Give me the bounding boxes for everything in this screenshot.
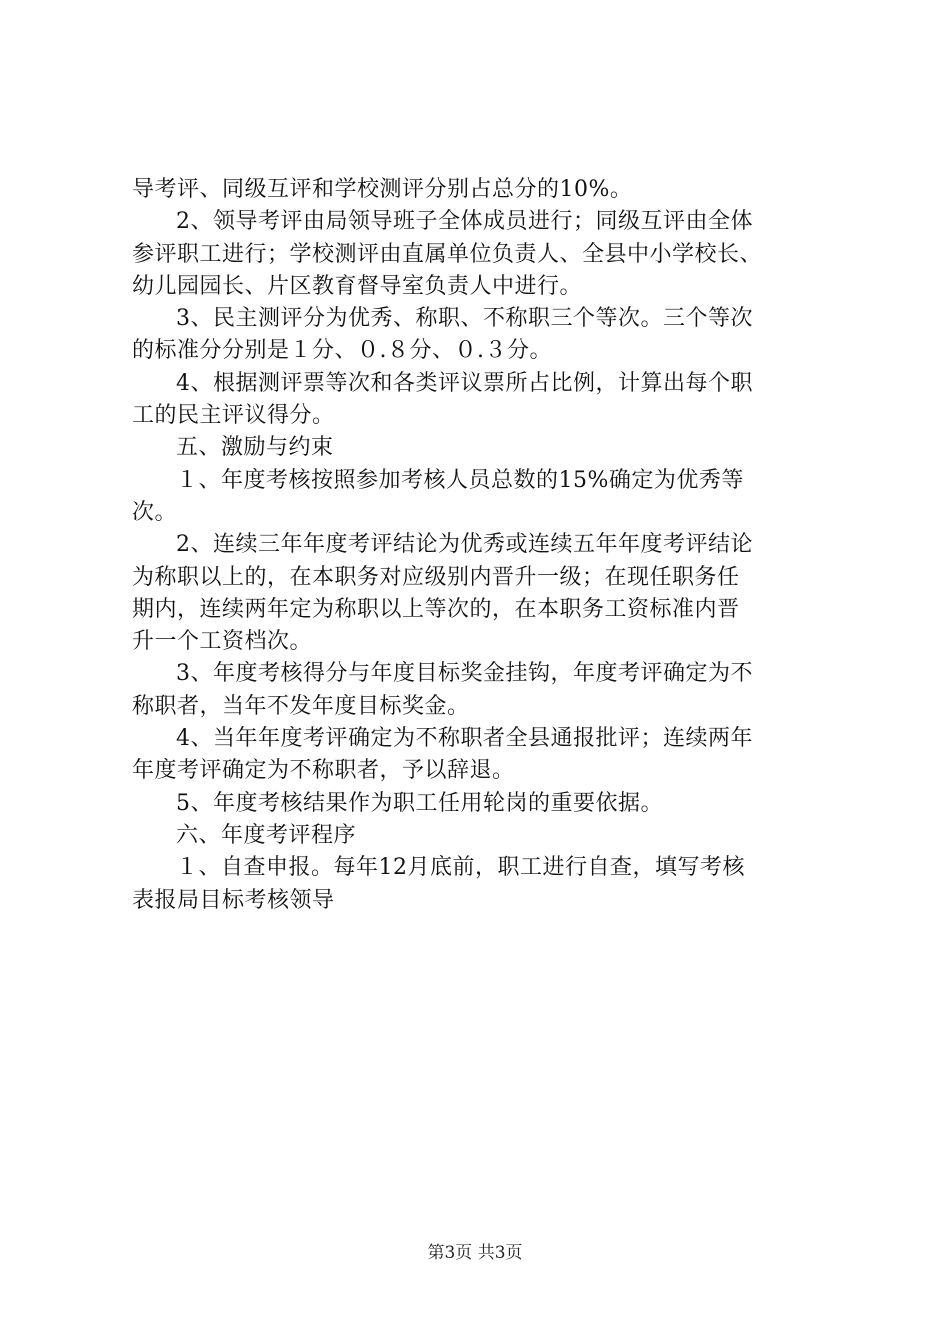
- text-line: 导考评、同级互评和学校测评分别占总分的10%。: [132, 177, 633, 202]
- text-line: 参评职工进行；学校测评由直属单位负责人、全县中小学校长、: [132, 241, 763, 267]
- text-line: 5、年度考核结果作为职工任用轮岗的重要依据。: [176, 790, 663, 816]
- text-line: 年度考评确定为不称职者，予以辞退。: [132, 758, 515, 784]
- text-line: 工的民主评议得分。: [132, 403, 335, 429]
- text-line: 次。: [132, 499, 178, 525]
- text-line: 期内，连续两年定为称职以上等次的，在本职务工资标准内晋: [132, 596, 740, 622]
- text-line: 幼儿园园长、片区教育督导室负责人中进行。: [132, 273, 583, 299]
- text-line: 4、根据测评票等次和各类评议票所占比例，计算出每个职: [176, 370, 753, 396]
- page-number-label: 第3页 共3页: [427, 1243, 523, 1263]
- document-body: [132, 174, 832, 917]
- page-footer: [0, 1243, 950, 1263]
- text-line: 3、民主测评分为优秀、称职、不称职三个等次。三个等次: [176, 306, 753, 332]
- section-heading: 五、激励与约束: [176, 435, 334, 461]
- text-line: 表报局目标考核领导: [132, 887, 335, 913]
- text-line: 2、领导考评由局领导班子全体成员进行；同级互评由全体: [176, 209, 753, 235]
- text-line: 2、连续三年年度考评结论为优秀或连续五年年度考评结论: [176, 532, 753, 558]
- text-line: 的标准分分别是１分、０.８分、０.３分。: [132, 338, 552, 364]
- text-line: １、自查申报。每年12月底前，职工进行自查，填写考核: [176, 855, 745, 881]
- text-line: １、年度考核按照参加考核人员总数的15%确定为优秀等: [176, 467, 744, 493]
- text-line: 3、年度考核得分与年度目标奖金挂钩，年度考评确定为不: [176, 661, 753, 687]
- text-line: 为称职以上的，在本职务对应级别内晋升一级；在现任职务任: [132, 564, 740, 590]
- section-heading: 六、年度考评程序: [176, 822, 357, 848]
- text-line: 升一个工资档次。: [132, 629, 313, 655]
- text-line: 称职者，当年不发年度目标奖金。: [132, 693, 470, 719]
- text-line: 4、当年年度考评确定为不称职者全县通报批评；连续两年: [176, 726, 753, 752]
